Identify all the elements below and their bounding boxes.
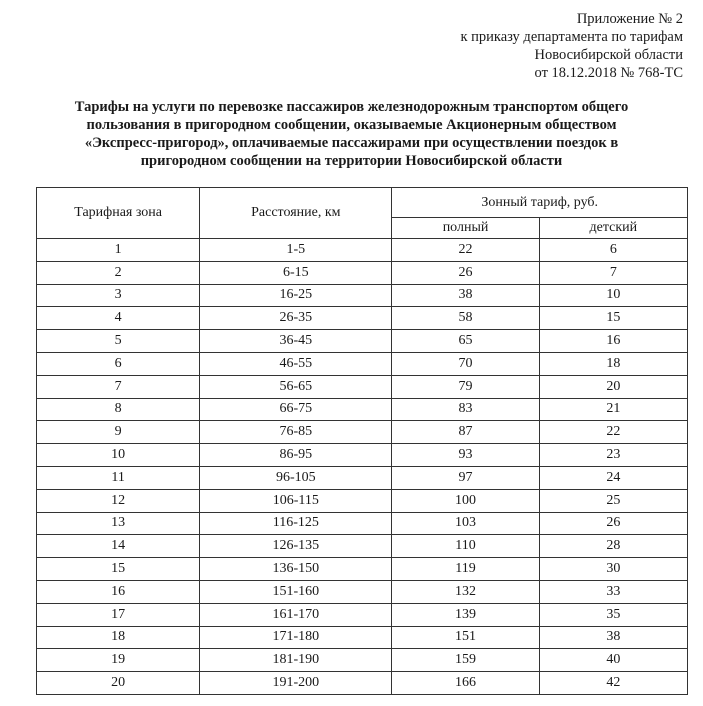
cell-distance: 181-190 [200,649,392,672]
cell-child: 40 [539,649,687,672]
cell-zone: 18 [37,626,200,649]
cell-distance: 96-105 [200,466,392,489]
header-distance: Расстояние, км [200,188,392,239]
cell-full: 97 [392,466,539,489]
cell-distance: 36-45 [200,330,392,353]
cell-child: 10 [539,284,687,307]
cell-child: 25 [539,489,687,512]
cell-full: 83 [392,398,539,421]
table-row [37,239,688,262]
cell-full: 132 [392,580,539,603]
table-row [37,626,688,649]
header-zone-tariff: Зонный тариф, руб. [392,188,688,218]
annex-line: к приказу департамента по тарифам [460,29,683,45]
table-row [37,512,688,535]
cell-child: 6 [539,239,687,262]
cell-zone: 3 [37,284,200,307]
cell-full: 79 [392,375,539,398]
cell-distance: 26-35 [200,307,392,330]
cell-child: 33 [539,580,687,603]
cell-child: 30 [539,558,687,581]
cell-full: 70 [392,352,539,375]
table-row [37,489,688,512]
cell-full: 26 [392,261,539,284]
cell-child: 28 [539,535,687,558]
cell-zone: 1 [37,239,200,262]
tariff-table [36,187,688,695]
cell-zone: 19 [37,649,200,672]
cell-distance: 1-5 [200,239,392,262]
annex-block [460,10,683,82]
annex-line: Приложение № 2 [576,11,683,27]
cell-zone: 6 [37,352,200,375]
cell-zone: 13 [37,512,200,535]
cell-zone: 15 [37,558,200,581]
cell-distance: 86-95 [200,444,392,467]
cell-child: 23 [539,444,687,467]
annex-line: Новосибирской области [534,47,683,63]
cell-zone: 12 [37,489,200,512]
cell-full: 22 [392,239,539,262]
table-row [37,261,688,284]
cell-zone: 14 [37,535,200,558]
table-row [37,375,688,398]
document-title [20,98,683,170]
table-row [37,330,688,353]
cell-zone: 17 [37,603,200,626]
cell-full: 103 [392,512,539,535]
header-zone: Тарифная зона [37,188,200,239]
table-row [37,284,688,307]
table-row [37,535,688,558]
cell-distance: 151-160 [200,580,392,603]
cell-child: 42 [539,672,687,695]
cell-child: 18 [539,352,687,375]
cell-zone: 7 [37,375,200,398]
cell-full: 87 [392,421,539,444]
title-line: пользования в пригородном сообщении, оказываемые Акционерным обществом [86,117,617,133]
cell-child: 20 [539,375,687,398]
cell-zone: 4 [37,307,200,330]
cell-distance: 76-85 [200,421,392,444]
table-row [37,398,688,421]
cell-zone: 20 [37,672,200,695]
cell-child: 22 [539,421,687,444]
table-row [37,672,688,695]
table-row [37,580,688,603]
cell-full: 58 [392,307,539,330]
cell-distance: 161-170 [200,603,392,626]
cell-child: 35 [539,603,687,626]
table-row [37,421,688,444]
cell-zone: 10 [37,444,200,467]
cell-distance: 6-15 [200,261,392,284]
cell-distance: 56-65 [200,375,392,398]
cell-child: 24 [539,466,687,489]
cell-distance: 171-180 [200,626,392,649]
table-header-row [37,188,688,218]
title-line: «Экспресс-пригород», оплачиваемые пассажирами при осуществлении поездок в [84,135,619,151]
table-row [37,444,688,467]
table-row [37,466,688,489]
header-child: детский [539,218,687,239]
cell-distance: 191-200 [200,672,392,695]
cell-zone: 16 [37,580,200,603]
table-row [37,352,688,375]
cell-distance: 46-55 [200,352,392,375]
cell-child: 7 [539,261,687,284]
title-line: пригородном сообщении на территории Новосибирской области [140,153,563,169]
cell-full: 159 [392,649,539,672]
cell-distance: 106-115 [200,489,392,512]
cell-child: 21 [539,398,687,421]
cell-zone: 2 [37,261,200,284]
table-row [37,603,688,626]
cell-child: 16 [539,330,687,353]
cell-zone: 11 [37,466,200,489]
table-row [37,307,688,330]
table-row [37,558,688,581]
title-line: Тарифы на услуги по перевозке пассажиров железнодорожным транспортом общего [74,99,629,115]
annex-line: от 18.12.2018 № 768-ТС [534,65,683,81]
header-full: полный [392,218,539,239]
cell-zone: 5 [37,330,200,353]
cell-full: 166 [392,672,539,695]
cell-full: 65 [392,330,539,353]
cell-full: 110 [392,535,539,558]
cell-full: 100 [392,489,539,512]
cell-distance: 16-25 [200,284,392,307]
cell-full: 139 [392,603,539,626]
table-body [37,239,688,695]
cell-full: 119 [392,558,539,581]
cell-child: 15 [539,307,687,330]
table-row [37,649,688,672]
cell-distance: 66-75 [200,398,392,421]
cell-zone: 9 [37,421,200,444]
cell-distance: 136-150 [200,558,392,581]
cell-child: 26 [539,512,687,535]
cell-full: 151 [392,626,539,649]
cell-full: 93 [392,444,539,467]
cell-zone: 8 [37,398,200,421]
cell-full: 38 [392,284,539,307]
cell-child: 38 [539,626,687,649]
cell-distance: 126-135 [200,535,392,558]
cell-distance: 116-125 [200,512,392,535]
